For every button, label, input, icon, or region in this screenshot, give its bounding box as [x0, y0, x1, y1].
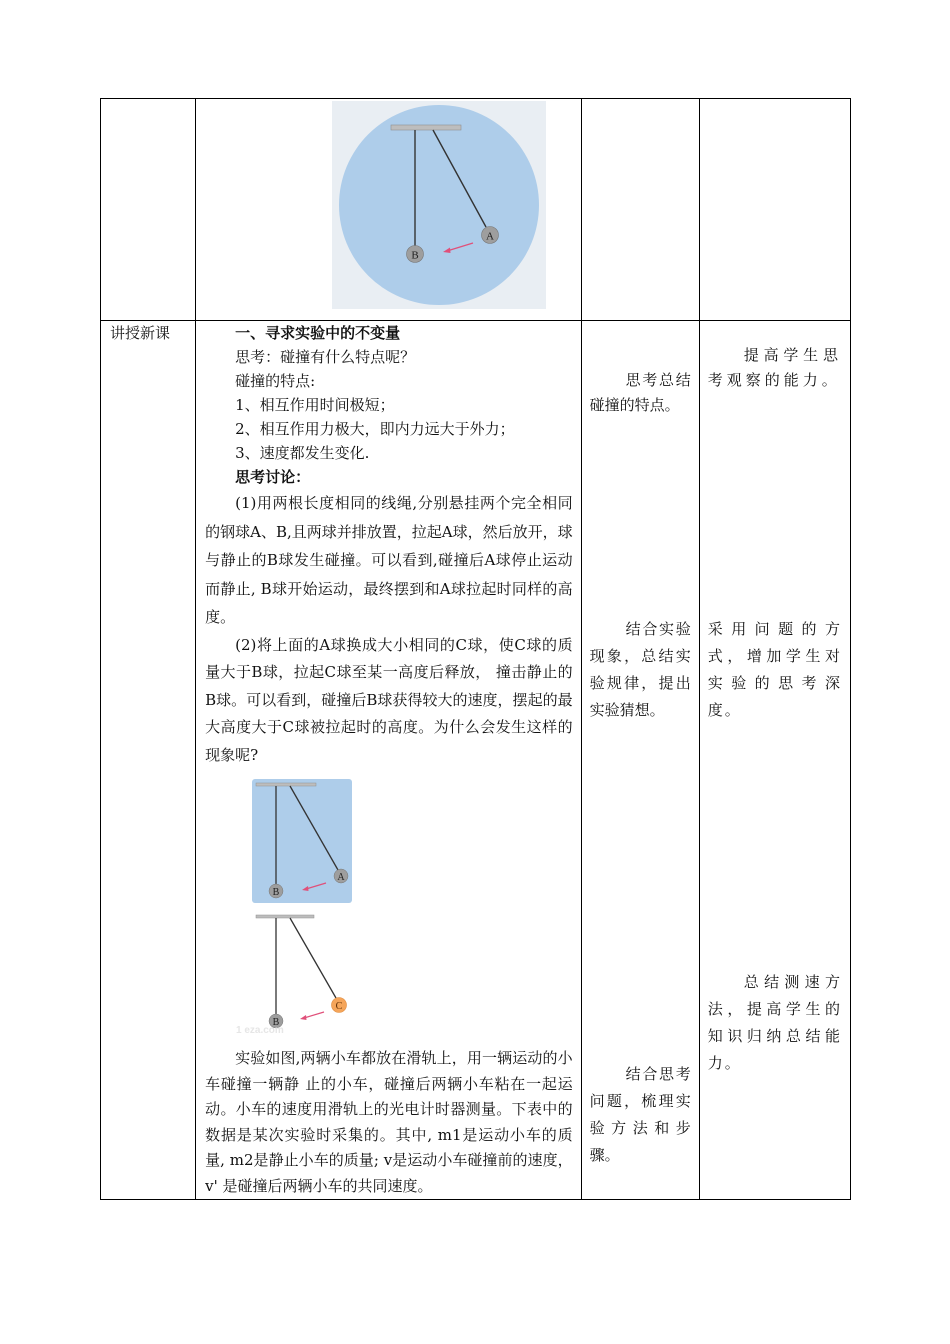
discussion-title: 思考讨论：: [235, 468, 311, 486]
pendulum-figure-large: [196, 99, 581, 319]
ball-a-label: A: [486, 230, 495, 243]
pendulum-figure-c: [196, 909, 581, 1044]
intent-cell-empty: [699, 99, 850, 321]
pendulum-figure-small: [196, 769, 581, 909]
stage-label: 讲授新课: [110, 324, 171, 342]
activity-cell: [581, 321, 699, 1200]
activity-cell-empty: [581, 99, 699, 321]
design-intent: 提高学生思考观察的能力。: [707, 346, 842, 389]
content-cell: [196, 321, 582, 1200]
stage-cell-empty: [101, 99, 196, 321]
ball-b-label: B: [411, 249, 419, 262]
paragraph-3: 实验如图,两辆小车都放在滑轨上，用一辆运动的小车碰撞一辆静 止的小车，碰撞后两辆小车粘在一起运动。小车的速度用滑轨上的光电计时器测量。下表中的数据是某次实验时采集的。其中, m1是运动小车的质量, m2是静止小车的质量; v是运动小车碰撞前的速度，v' 是碰撞后两辆小车的共同速度。: [205, 1049, 573, 1195]
features-title: 碰撞的特点:: [235, 372, 316, 390]
ball-c-label: C: [335, 1001, 343, 1012]
design-intent: 总结测速方法，提高学生的知识归纳总结能力。: [707, 973, 842, 1072]
think-question: 思考：碰撞有什么特点呢？: [235, 348, 416, 366]
student-activity: 思考总结碰撞的特点。: [589, 371, 691, 414]
student-activity: 结合实验现象，总结实验规律，提出实验猜想。: [589, 620, 691, 719]
lesson-plan-table: [100, 98, 851, 1200]
table-row: [101, 321, 851, 1200]
stage-cell: [101, 321, 196, 1200]
ball-b-label: B: [272, 887, 280, 898]
section-title: 一、寻求实验中的不变量: [235, 324, 401, 342]
design-intent: 采用问题的方式，增加学生对实验的思考深度。: [707, 620, 842, 719]
ball-b-label: B: [272, 1017, 280, 1028]
feature-item: 2、相互作用力极大，即内力远大于外力；: [235, 420, 515, 438]
paragraph-2: (2)将上面的A球换成大小相同的C球，使C球的质量大于B球，拉起C球至某一高度后释放， 撞击静止的B球。可以看到，碰撞后B球获得较大的速度，摆起的最大高度大于C球被拉起时的高度。为什么会发生这样的现象呢?: [205, 635, 573, 764]
arrow-icon: [300, 1015, 307, 1020]
feature-item: 3、速度都发生变化.: [235, 444, 370, 462]
figure-cell: [196, 99, 582, 321]
student-activity: 结合思考问题，梳理实验方法和步骤。: [589, 1065, 691, 1164]
ball-a-label: A: [337, 872, 345, 883]
paragraph-1: (1)用两根长度相同的线绳,分别悬挂两个完全相同的钢球A、B,且两球并排放置，拉起A球，然后放开，球与静止的B球发生碰撞。可以看到,碰撞后A球停止运动而静止, B球开始运动，最终摆到和A球拉起时同样的高度。: [205, 494, 573, 626]
watermark: 1 eza.com: [236, 1025, 284, 1036]
intent-cell: [699, 321, 850, 1200]
table-row: [101, 99, 851, 321]
feature-item: 1、相互作用时间极短；: [235, 396, 395, 414]
